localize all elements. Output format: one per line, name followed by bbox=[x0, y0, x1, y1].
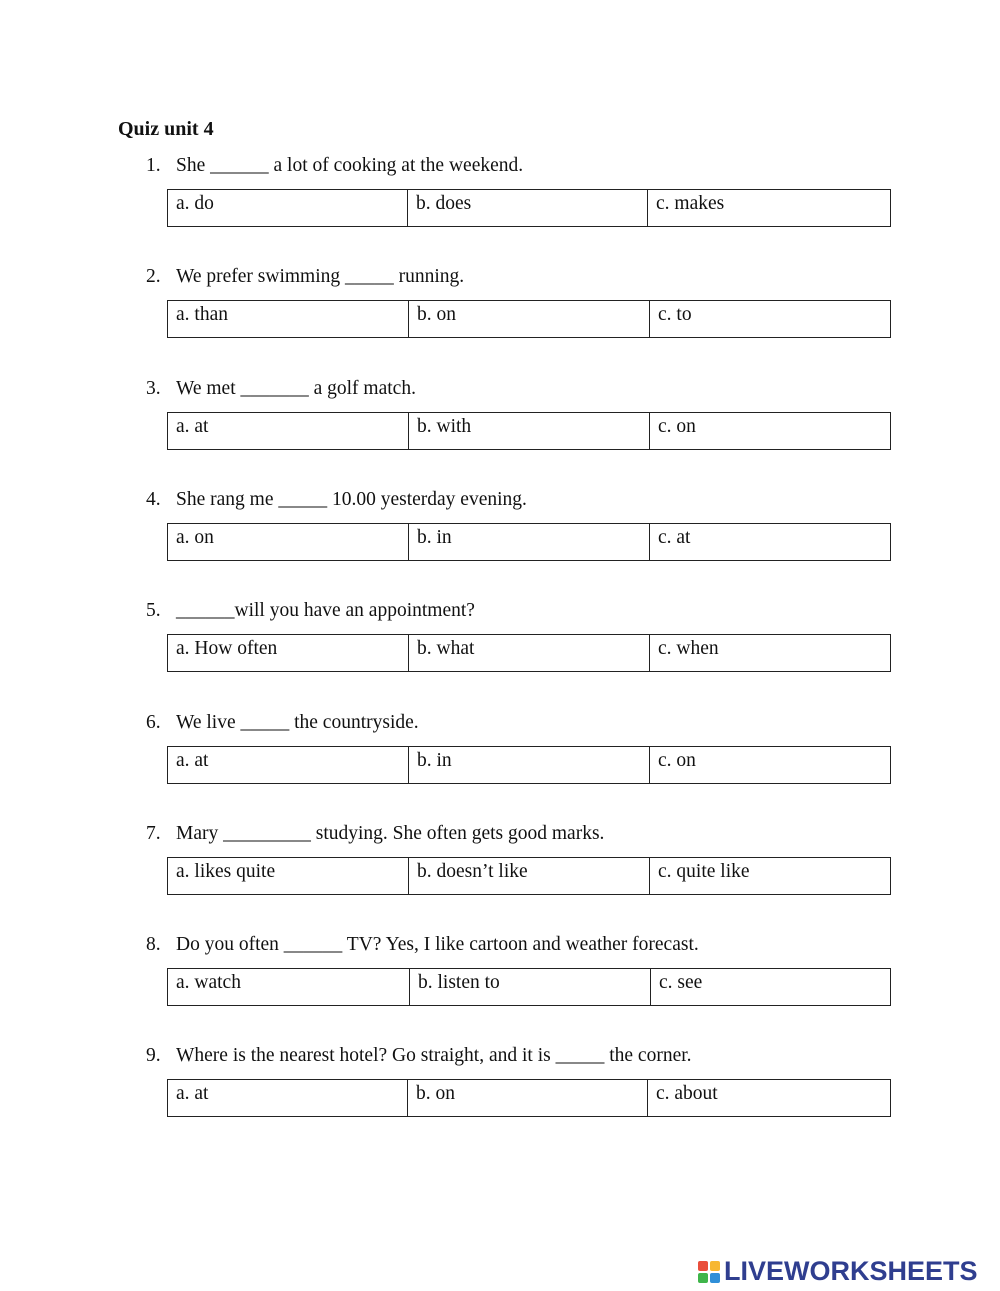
answer-option[interactable]: c. at bbox=[650, 523, 891, 560]
question-text: Mary _________ studying. She often gets good marks. bbox=[176, 822, 605, 844]
answer-option[interactable]: b. listen to bbox=[410, 969, 651, 1006]
answer-option[interactable]: a. on bbox=[168, 523, 409, 560]
logo-icon bbox=[698, 1261, 720, 1283]
answer-options-table bbox=[167, 300, 891, 338]
quiz-title: Quiz unit 4 bbox=[118, 118, 214, 140]
logo-text: LIVEWORKSHEETS bbox=[724, 1256, 978, 1286]
answer-options-table bbox=[167, 1079, 891, 1117]
question-number: 1. bbox=[146, 155, 161, 176]
question-text: We live _____ the countryside. bbox=[176, 711, 419, 733]
answer-option[interactable]: a. at bbox=[168, 746, 409, 783]
question-number: 4. bbox=[146, 488, 161, 510]
answer-options-table bbox=[167, 412, 891, 450]
answer-option[interactable]: b. in bbox=[409, 523, 650, 560]
question-number: 9. bbox=[146, 1045, 161, 1067]
answer-option[interactable]: b. does bbox=[408, 190, 648, 227]
answer-option[interactable]: b. in bbox=[409, 746, 650, 783]
question-text: We met _______ a golf match. bbox=[176, 377, 416, 399]
answer-options-table bbox=[167, 523, 891, 561]
answer-option[interactable]: a. How often bbox=[168, 635, 409, 672]
answer-option[interactable]: c. on bbox=[650, 746, 891, 783]
answer-option[interactable]: c. about bbox=[648, 1080, 891, 1117]
liveworksheets-logo bbox=[698, 1255, 998, 1285]
answer-options-table bbox=[167, 746, 891, 784]
answer-options-table bbox=[167, 857, 891, 895]
question-text: Do you often ______ TV? Yes, I like cartoon and weather forecast. bbox=[176, 934, 699, 956]
question-text: We prefer swimming _____ running. bbox=[176, 266, 465, 288]
question-text: She rang me _____ 10.00 yesterday evening. bbox=[176, 488, 527, 510]
answer-option[interactable]: b. doesn’t like bbox=[409, 857, 650, 894]
question-number: 3. bbox=[146, 377, 161, 399]
answer-options-table bbox=[167, 189, 891, 227]
answer-option[interactable]: a. at bbox=[168, 1080, 408, 1117]
question-text: Where is the nearest hotel? Go straight, and it is _____ the corner. bbox=[176, 1045, 692, 1067]
answer-option[interactable]: a. at bbox=[168, 412, 409, 449]
answer-option[interactable]: a. watch bbox=[168, 969, 410, 1006]
answer-option[interactable]: c. when bbox=[650, 635, 891, 672]
answer-option[interactable]: b. what bbox=[409, 635, 650, 672]
question-number: 8. bbox=[146, 934, 161, 956]
answer-option[interactable]: b. with bbox=[409, 412, 650, 449]
answer-options-table bbox=[167, 634, 891, 672]
answer-option[interactable]: b. on bbox=[409, 301, 650, 338]
question-number: 6. bbox=[146, 711, 161, 733]
answer-option[interactable]: a. than bbox=[168, 301, 409, 338]
answer-option[interactable]: c. quite like bbox=[650, 857, 891, 894]
question-number: 5. bbox=[146, 600, 161, 622]
answer-option[interactable]: a. likes quite bbox=[168, 857, 409, 894]
answer-option[interactable]: b. on bbox=[408, 1080, 648, 1117]
question-text: She ______ a lot of cooking at the weekend. bbox=[176, 155, 524, 176]
answer-option[interactable]: c. see bbox=[651, 969, 891, 1006]
question-text: ______will you have an appointment? bbox=[176, 600, 475, 622]
answer-option[interactable]: a. do bbox=[168, 190, 408, 227]
question-number: 2. bbox=[146, 266, 161, 288]
question-number: 7. bbox=[146, 822, 161, 844]
answer-option[interactable]: c. to bbox=[650, 301, 891, 338]
answer-options-table bbox=[167, 968, 891, 1006]
answer-option[interactable]: c. on bbox=[650, 412, 891, 449]
answer-option[interactable]: c. makes bbox=[648, 190, 891, 227]
